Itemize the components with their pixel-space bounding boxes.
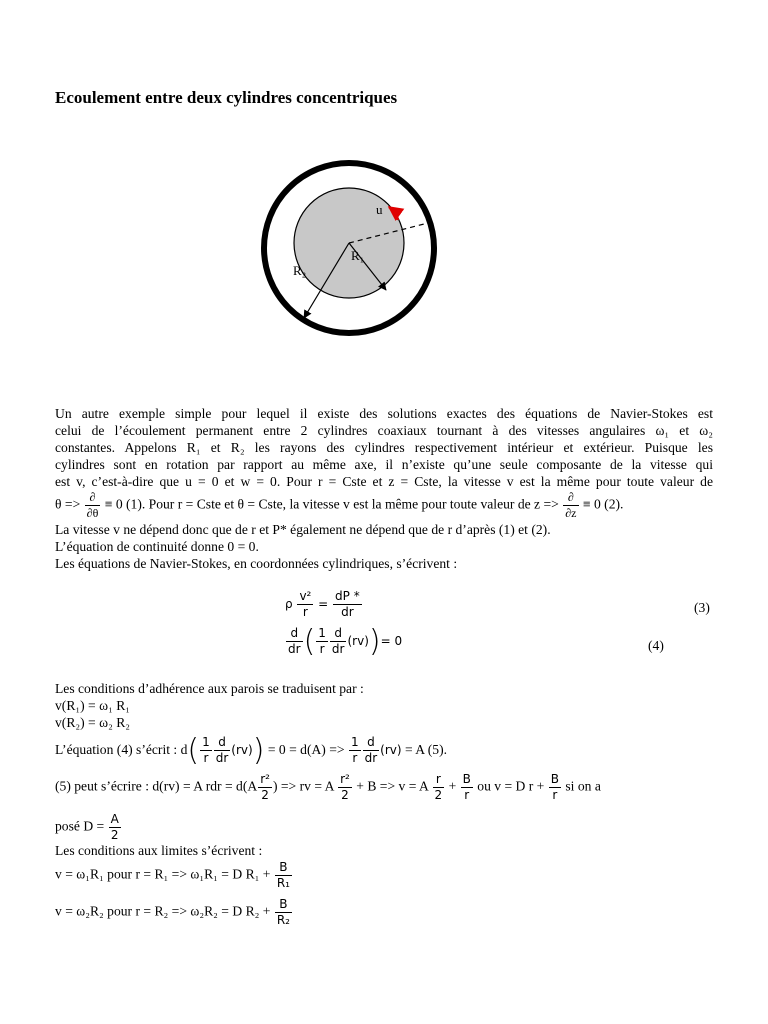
para-line-2: celui de l’écoulement permanent entre 2 cylindres coaxiaux tournant à des vitesses angulaires ω₁ et ω₂	[55, 423, 713, 438]
condition-text: ≡ 0 (1). Pour r = Cste et θ = Cste, la vitesse v est la même pour toute valeur de z =>	[104, 496, 559, 512]
cylinders-figure	[260, 158, 440, 338]
para-line-1: Un autre exemple simple pour lequel il existe des solutions exactes des équations de Navier-Stokes est	[55, 406, 713, 421]
para-line-8: L’équation de continuité donne 0 = 0.	[55, 539, 259, 554]
cond-line-3: v(R₂) = ω₂ R₂	[55, 715, 131, 730]
equation-4: $\frac{d}{dr}$ ( $\frac{1}{r}$ $\frac{d}{dr}$ (rv))= 0	[288, 624, 403, 659]
cond-line-4: L’équation (4) s’écrit : d( $\frac{1}{r}$ $\frac{d}{dr}$ (rv)) = 0 = d(A) => $\frac{1}{r}$ $\frac{d}{dr}$ (rv) = A (5).	[55, 733, 448, 768]
cond-line-7: Les conditions aux limites s’écrivent :	[55, 843, 263, 858]
label-u: u	[376, 202, 383, 217]
label-r2: R₂	[293, 263, 307, 278]
theta-implication: θ =>	[55, 496, 81, 512]
para-line-6	[55, 490, 623, 521]
equation-3: ρ $\frac{\text{v²}}{r}$ = $\frac{dP *}{dr}$	[285, 589, 360, 619]
cond-line-9: v = ω₂R₂ pour r = R₂ => ω₂R₂ = D R₂ + $\frac{B}{\text{R₂}}$	[55, 897, 290, 927]
cond-line-1: Les conditions d’adhérence aux parois se traduisent par :	[55, 681, 364, 696]
para-line-3: constantes. Appelons R₁ et R₂ les rayons des cylindres respectivement intérieur et extérieur. Puisque les	[55, 440, 713, 455]
cond-line-8: v = ω₁R₁ pour r = R₁ => ω₁R₁ = D R₁ + $\frac{B}{\text{R₁}}$	[55, 860, 290, 890]
condition-end: ≡ 0 (2).	[582, 496, 624, 512]
page-title: Ecoulement entre deux cylindres concentriques	[55, 88, 398, 107]
eq4-number: (4)	[648, 638, 664, 653]
para-line-9: Les équations de Navier-Stokes, en coordonnées cylindriques, s’écrivent :	[55, 556, 458, 571]
para-line-5: est v, c’est-à-dire que u = 0 et w = 0. Pour r = Cste et z = Cste, la vitesse v est la même pour toute valeur de	[55, 474, 713, 489]
partial-z-fraction: $\frac{\partial}{\partial z}$	[565, 490, 577, 520]
cond-line-6: posé D = $\frac{A}{2}$	[55, 812, 119, 842]
eq3-number: (3)	[694, 600, 710, 615]
para-line-4: cylindres sont en rotation par rapport au même axe, il n’existe qu’une seule composante de la vitesse qui	[55, 457, 713, 472]
cond-line-2: v(R₁) = ω₁ R₁	[55, 698, 131, 713]
cond-line-5: (5) peut s’écrire : d(rv) = A rdr = d(A $\frac{\text{r²}}{2}$ ) => rv = A $\frac{\text{r²}}{2}$ + B => v = A $\frac{r}{2}$ + $\frac{B}{r}$ ou v = D r + $\frac{B}{r}$ si on a	[55, 772, 601, 802]
partial-theta-fraction: $\frac{\partial}{\partial\theta}$	[86, 490, 99, 520]
para-line-7: La vitesse v ne dépend donc que de r et P* également ne dépend que de r d’après (1) et (2).	[55, 522, 551, 537]
label-r1: R₁	[351, 248, 365, 263]
